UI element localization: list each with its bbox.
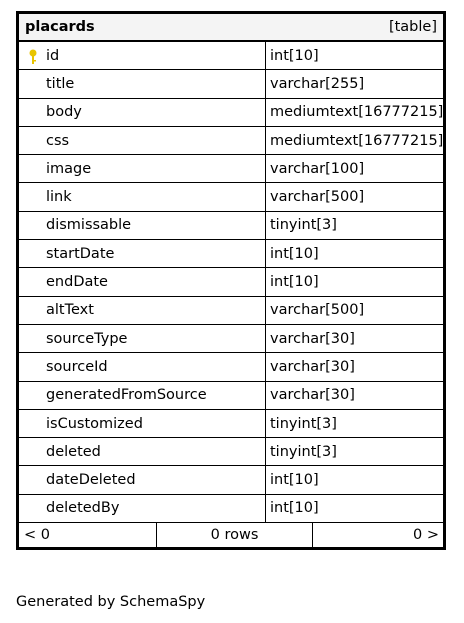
column-name	[19, 240, 266, 267]
column-row	[19, 183, 443, 211]
column-name-text: body	[46, 104, 82, 121]
column-name	[19, 325, 266, 352]
table-kind: [table]	[388, 19, 437, 35]
column-type: varchar[30]	[270, 387, 355, 404]
footer-prev: < 0	[19, 523, 157, 547]
column-row	[19, 410, 443, 438]
column-row	[19, 127, 443, 155]
column-name-text: deletedBy	[46, 500, 120, 517]
column-type: varchar[255]	[270, 75, 365, 92]
column-name	[19, 127, 266, 154]
column-name	[19, 410, 266, 437]
column-name	[19, 212, 266, 239]
column-row	[19, 155, 443, 183]
column-name-text: sourceType	[46, 330, 128, 347]
footer-row-count: 0 rows	[157, 523, 313, 547]
column-type: varchar[30]	[270, 330, 355, 347]
column-row	[19, 495, 443, 523]
column-name	[19, 99, 266, 126]
column-type: mediumtext[16777215]	[270, 104, 443, 121]
column-name	[19, 268, 266, 295]
column-name-text: dismissable	[46, 217, 132, 234]
column-name	[19, 353, 266, 380]
column-type: int[10]	[270, 500, 319, 517]
column-type: tinyint[3]	[270, 443, 337, 460]
column-name-text: dateDeleted	[46, 472, 136, 489]
column-name-text: image	[46, 160, 92, 177]
column-row	[19, 438, 443, 466]
column-name	[19, 438, 266, 465]
column-row	[19, 382, 443, 410]
column-name-text: css	[46, 132, 70, 149]
column-name-text: id	[46, 47, 60, 64]
column-name	[19, 382, 266, 409]
column-name-text: startDate	[46, 245, 115, 262]
column-type: varchar[30]	[270, 358, 355, 375]
footer-next: 0 >	[413, 527, 439, 544]
column-row	[19, 70, 443, 98]
column-name-text: altText	[46, 302, 94, 319]
column-name-text: generatedFromSource	[46, 387, 207, 404]
column-row	[19, 99, 443, 127]
column-type: tinyint[3]	[270, 415, 337, 432]
column-type: varchar[500]	[270, 302, 365, 319]
column-name-text: title	[46, 75, 75, 92]
column-name	[19, 466, 266, 493]
column-list	[19, 42, 443, 523]
column-type: mediumtext[16777215]	[270, 132, 443, 149]
column-row	[19, 353, 443, 381]
column-row	[19, 240, 443, 268]
column-name-text: endDate	[46, 274, 108, 291]
column-row	[19, 268, 443, 296]
column-name-text: deleted	[46, 443, 101, 460]
key-icon	[28, 49, 38, 65]
column-name	[19, 183, 266, 210]
column-name	[19, 70, 266, 97]
column-row	[19, 466, 443, 494]
table-header	[19, 14, 443, 42]
column-name	[19, 155, 266, 182]
column-type: int[10]	[270, 274, 319, 291]
column-type: int[10]	[270, 472, 319, 489]
column-type: int[10]	[270, 245, 319, 262]
column-name-text: sourceId	[46, 358, 108, 375]
column-name	[19, 42, 266, 69]
table-name: placards	[25, 19, 95, 35]
column-name	[19, 297, 266, 324]
column-name-text: isCustomized	[46, 415, 143, 432]
column-type: varchar[100]	[270, 160, 365, 177]
column-type: varchar[500]	[270, 189, 365, 206]
column-row	[19, 212, 443, 240]
table-footer	[19, 523, 443, 547]
column-type: tinyint[3]	[270, 217, 337, 234]
column-name-text: link	[46, 189, 72, 206]
generated-by-label: Generated by SchemaSpy	[16, 594, 206, 610]
column-row	[19, 42, 443, 70]
column-name	[19, 495, 266, 522]
column-row	[19, 297, 443, 325]
column-row	[19, 325, 443, 353]
column-type: int[10]	[270, 47, 319, 64]
table-placards	[16, 11, 446, 550]
